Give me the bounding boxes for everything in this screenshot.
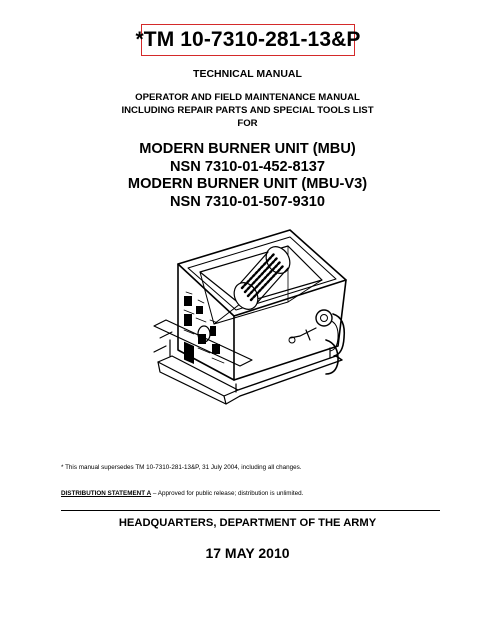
headquarters: HEADQUARTERS, DEPARTMENT OF THE ARMY [118, 517, 377, 529]
equipment-titles [0, 141, 495, 211]
supersedes-note: * This manual supersedes TM 10-7310-281-13&P, 31 July 2004, including all changes. [61, 464, 302, 471]
subtitle-line: OPERATOR AND FIELD MAINTENANCE MANUAL [135, 92, 360, 103]
tm-number-box [135, 24, 361, 56]
equipment-nsn: NSN 7310-01-452-8137 [170, 158, 325, 175]
equipment-nsn: NSN 7310-01-507-9310 [170, 193, 325, 210]
divider [61, 510, 440, 511]
distribution-text: – Approved for public release; distribution is unlimited. [151, 490, 304, 497]
manual-type: TECHNICAL MANUAL [193, 68, 302, 80]
publication-date: 17 MAY 2010 [205, 545, 290, 561]
modern-burner-unit-drawing-icon [140, 222, 360, 412]
subtitle-line: FOR [237, 118, 258, 129]
manual-subtitle [0, 91, 495, 130]
tm-number: *TM 10-7310-281-13&P [135, 28, 361, 51]
subtitle-line: INCLUDING REPAIR PARTS AND SPECIAL TOOLS LIST [121, 105, 374, 116]
equipment-title: MODERN BURNER UNIT (MBU) [139, 141, 356, 157]
distribution-label: DISTRIBUTION STATEMENT A [61, 490, 152, 497]
equipment-title: MODERN BURNER UNIT (MBU-V3) [127, 176, 368, 192]
distribution-statement [61, 490, 303, 497]
